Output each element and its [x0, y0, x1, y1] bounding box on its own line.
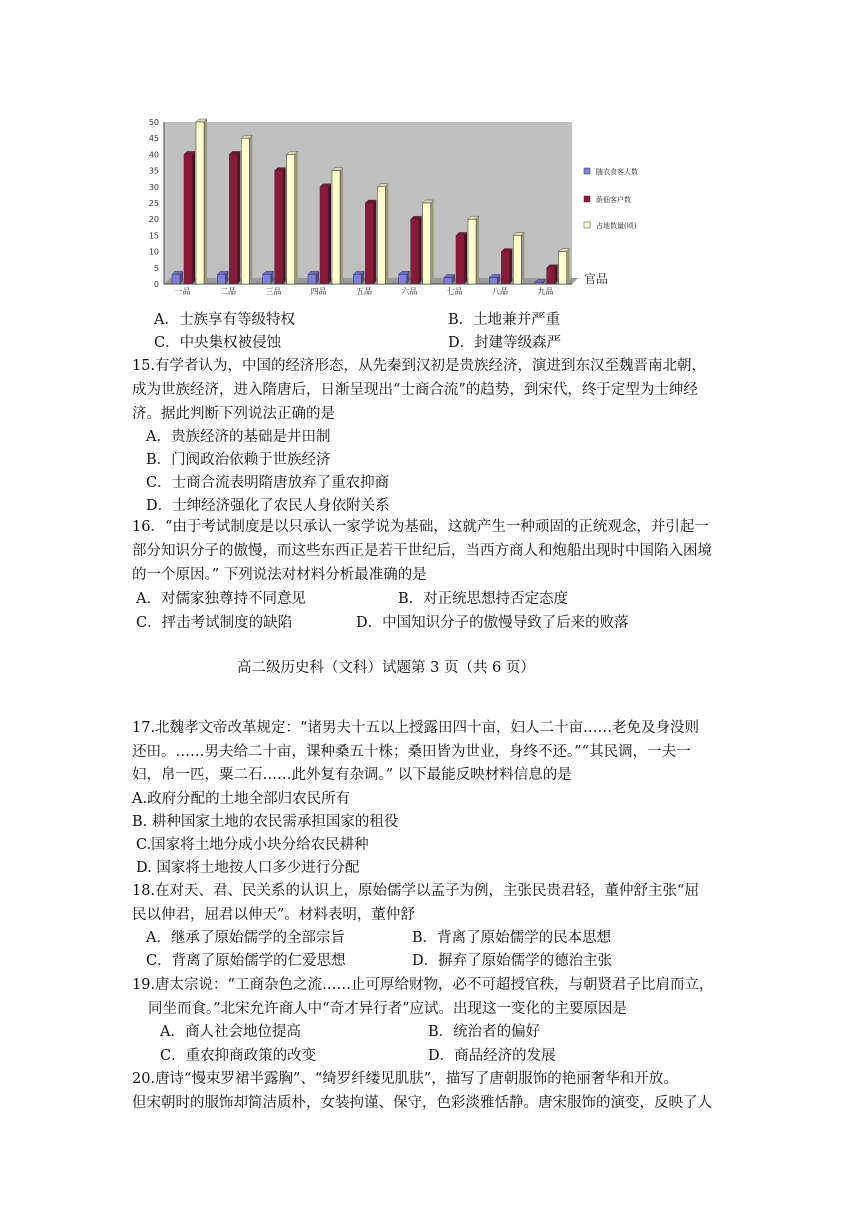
q17-option-b: B. 耕种国家土地的农民需承担国家的租役: [132, 814, 399, 830]
bar: [353, 274, 361, 284]
x-tick-label: 一品: [174, 287, 191, 296]
q19-stem-line-2: 同坐而食。”北宋允许商人中“奇才异行者”应试。出现这一变化的主要原因是: [148, 1001, 627, 1017]
q18-option-a: A．继承了原始儒学的全部宗旨: [146, 930, 345, 946]
q15-stem-line-3: 济。据此判断下列说法正确的是: [132, 406, 335, 422]
q16-stem-line-3: 的一个原因。” 下列说法对材料分析最准确的是: [132, 567, 427, 583]
y-tick-label: 40: [148, 150, 159, 160]
q16-option-b: B．对正统思想持否定态度: [398, 591, 569, 607]
bar-side: [328, 184, 331, 284]
x-tick-label: 七品: [446, 287, 463, 296]
bar: [184, 154, 192, 284]
y-tick-label: 35: [148, 166, 159, 176]
y-tick-label: 5: [153, 263, 159, 273]
legend-swatch: [584, 168, 590, 174]
q16-option-d: D．中国知识分子的傲慢导致了后来的败落: [356, 615, 629, 631]
bar: [365, 203, 373, 284]
legend-swatch: [584, 196, 590, 202]
x-tick-label: 三品: [265, 287, 282, 296]
q16-option-a: A．对儒家独尊持不同意见: [136, 591, 306, 607]
legend-label: 随衣食客人数: [596, 168, 638, 176]
q19-stem-line-1: 19.唐太宗说：“工商杂色之流……止可厚给财物，必不可超授官秩，与朝贤君子比肩而立，: [132, 977, 714, 993]
bar: [377, 187, 385, 284]
q18-option-c: C．背离了原始儒学的仁爱思想: [146, 953, 346, 969]
q18-option-b: B．背离了原始儒学的民本思想: [412, 930, 612, 946]
bar: [535, 282, 543, 284]
bar: [217, 274, 225, 284]
bar-side: [509, 249, 512, 284]
q17-option-d: D. 国家将土地按人口多少进行分配: [136, 860, 360, 876]
bar: [241, 138, 249, 284]
bar: [196, 122, 204, 284]
bar: [320, 187, 328, 284]
y-tick-label: 45: [148, 134, 159, 144]
bar: [229, 154, 237, 284]
y-tick-label: 15: [148, 231, 159, 241]
q14-option-d: D．封建等级森严: [448, 335, 562, 351]
bar: [332, 171, 340, 284]
bar-side: [249, 135, 252, 284]
bar-side: [340, 168, 343, 284]
y-tick-label: 0: [153, 280, 159, 289]
legend-swatch: [584, 222, 590, 228]
q20-stem-line-2: 但宋朝时的服饰却简洁质朴，女装拘谨、保守，色彩淡雅恬静。唐宋服饰的演变，反映了人: [132, 1095, 712, 1111]
x-tick-label: 二品: [220, 287, 236, 296]
q18-stem-line-1: 18.在对天、君、民关系的认识上，原始儒学以孟子为例，主张民贵君轻，董仲舒主张“屈: [132, 883, 699, 899]
q17-stem-line-2: 还田。……男夫给二十亩，课种桑五十株；桑田皆为世业，身终不还。”“其民调，一夫一: [132, 744, 691, 760]
legend-label: 荫佃客户数: [596, 196, 631, 204]
q15-option-d: D．士绅经济强化了农民人身依附关系: [146, 498, 390, 514]
q16-stem-line-1: 16．“由于考试制度是以只承认一家学说为基础，这就产生一种顽固的正统观念，并引起一: [132, 519, 709, 535]
bar: [501, 252, 509, 284]
bar-side: [521, 232, 524, 284]
bar: [444, 278, 452, 284]
legend-label: 占地数量(顷): [596, 222, 637, 230]
x-tick-label: 五品: [356, 287, 372, 296]
bar: [308, 274, 316, 284]
bar: [547, 268, 555, 284]
bar-side: [567, 249, 570, 284]
bar-side: [295, 151, 298, 284]
bar: [399, 274, 407, 284]
bar-side: [555, 265, 558, 284]
q15-option-a: A．贵族经济的基础是井田制: [146, 429, 331, 445]
y-tick-label: 10: [148, 247, 159, 257]
q14-option-a: A．士族享有等级特权: [154, 312, 295, 328]
bar-side: [476, 216, 479, 284]
q14-option-c: C．中央集权被侵蚀: [154, 335, 282, 351]
q15-option-c: C．士商合流表明隋唐放弃了重农抑商: [146, 475, 390, 491]
rank-privilege-bar-chart: [140, 116, 640, 300]
x-tick-label: 八品: [492, 287, 508, 296]
q17-stem-line-1: 17.北魏孝文帝改革规定：“诸男夫十五以上授露田四十亩，妇人二十亩……老免及身没则: [132, 720, 699, 736]
bar: [287, 154, 295, 284]
bar: [513, 235, 521, 284]
bar-side: [204, 119, 207, 284]
bar-side: [385, 184, 388, 284]
bar: [172, 274, 180, 284]
bar-side: [237, 151, 240, 284]
bar-side: [192, 151, 195, 284]
bar-side: [464, 232, 467, 284]
bar: [468, 219, 476, 284]
x-tick-label: 四品: [310, 287, 327, 296]
q15-stem-line-2: 成为世族经济，进入隋唐后，日渐呈现出“士商合流”的趋势，到宋代，终于定型为士绅经: [132, 382, 698, 398]
q19-option-c: C．重农抑商政策的改变: [160, 1048, 317, 1064]
x-tick-label: 六品: [401, 287, 418, 296]
bar-side: [419, 216, 422, 284]
q15-stem-line-1: 15.有学者认为，中国的经济形态，从先秦到汉初是贵族经济，演进到东汉至魏晋南北朝，: [132, 358, 707, 374]
bar: [489, 278, 497, 284]
bar-side: [431, 200, 434, 284]
bar: [456, 235, 464, 284]
q19-option-b: B．统治者的偏好: [428, 1024, 541, 1040]
q17-stem-line-3: 妇，帛一匹，粟二石……此外复有杂调。” 以下最能反映材料信息的是: [132, 767, 572, 783]
y-tick-label: 30: [148, 182, 159, 192]
q18-stem-line-2: 民以伸君，屈君以伸天”。材料表明，董仲舒: [132, 907, 415, 923]
bar: [263, 274, 271, 284]
bar-chart-svg: [140, 116, 640, 300]
q14-option-b: B．土地兼并严重: [448, 312, 561, 328]
y-tick-label: 25: [148, 199, 159, 208]
bar: [275, 171, 283, 284]
bar-side: [283, 168, 286, 284]
q16-option-c: C．抨击考试制度的缺陷: [136, 615, 293, 631]
bar-side: [373, 200, 376, 284]
q15-option-b: B．门阀政治依赖于世族经济: [146, 452, 331, 468]
bar: [559, 252, 567, 284]
q16-stem-line-2: 部分知识分子的傲慢，而这些东西正是若干世纪后，当西方商人和炮船出现时中国陷入困境: [132, 543, 712, 559]
q17-option-a: A.政府分配的土地全部归农民所有: [132, 791, 351, 807]
y-tick-label: 50: [148, 118, 159, 127]
y-tick-label: 20: [148, 215, 159, 225]
x-axis-label: 官品: [584, 272, 609, 286]
page-footer: 高二级历史科（文科）试题第 3 页（共 6 页）: [237, 660, 535, 676]
q17-option-c: C.国家将土地分成小块分给农民耕种: [136, 837, 369, 853]
bar: [411, 219, 419, 284]
q18-option-d: D．摒弃了原始儒学的德治主张: [412, 953, 613, 969]
q19-option-a: A．商人社会地位提高: [160, 1024, 301, 1040]
q19-option-d: D．商品经济的发展: [428, 1048, 556, 1064]
q20-stem-line-1: 20.唐诗“慢束罗裙半露胸”、“绮罗纤缕见肌肤”，描写了唐朝服饰的艳丽奢华和开放。: [132, 1071, 678, 1087]
bar: [423, 203, 431, 284]
x-tick-label: 九品: [537, 287, 554, 296]
